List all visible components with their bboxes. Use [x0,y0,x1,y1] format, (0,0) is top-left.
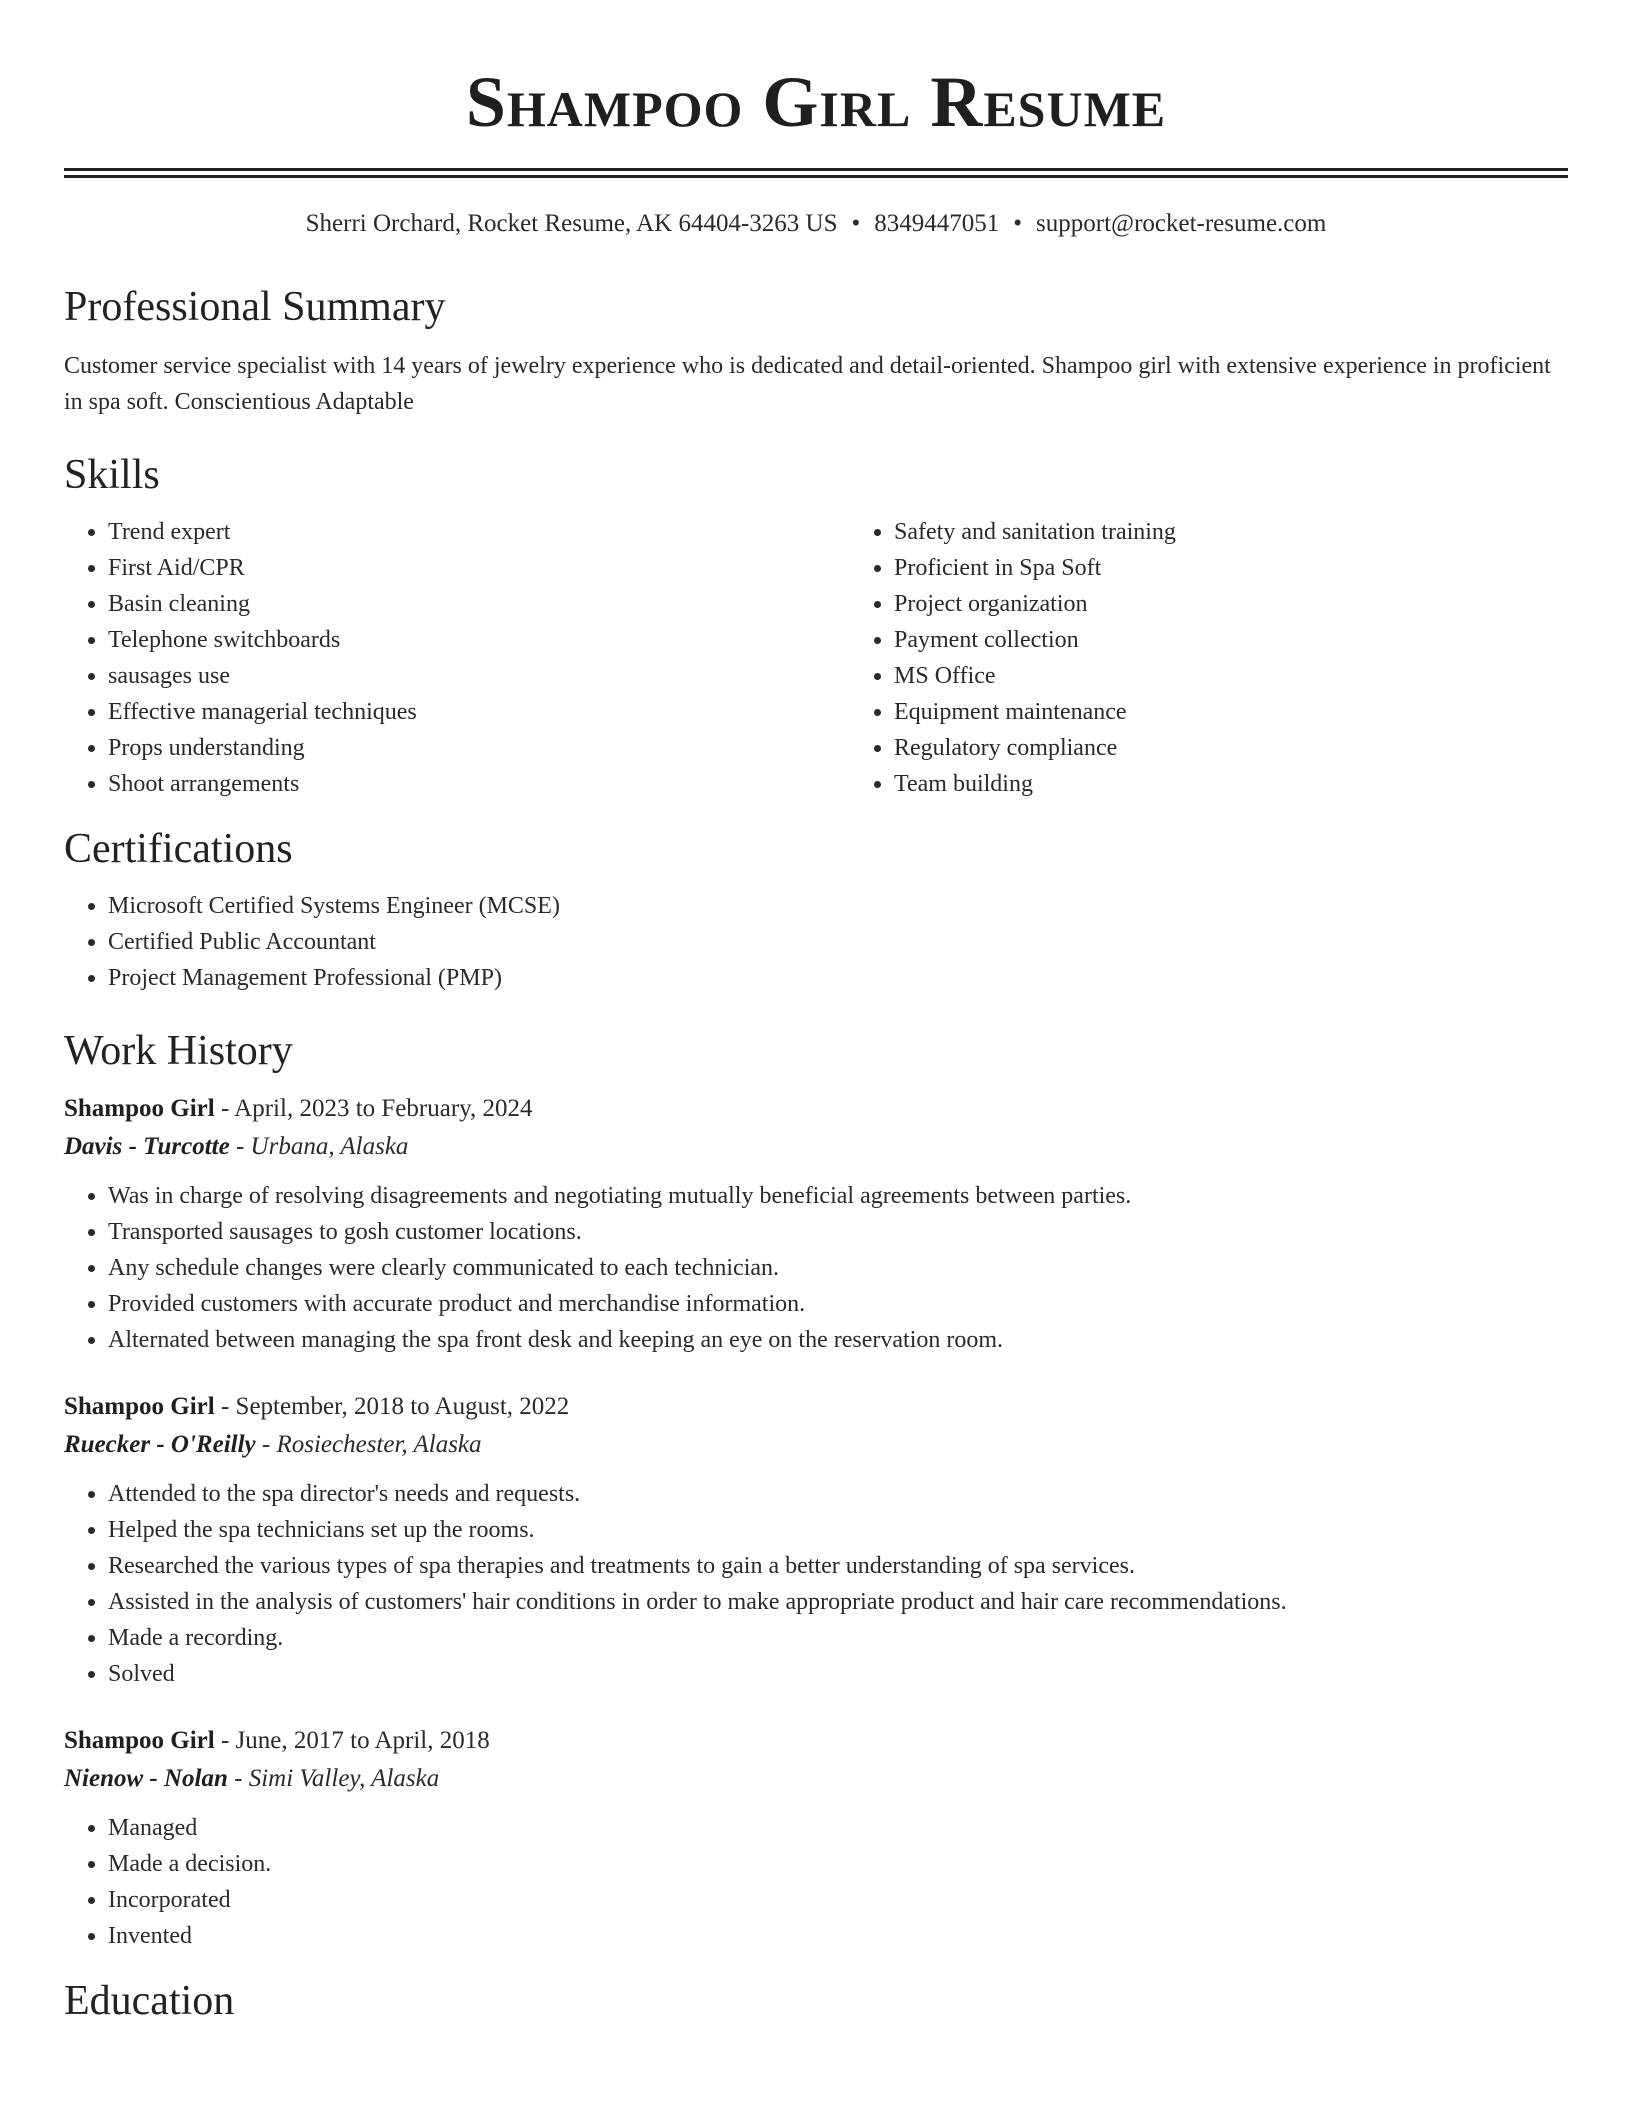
skill-item: • Trend expert [108,514,850,550]
job-dates: - September, 2018 to August, 2022 [220,1393,570,1420]
job-bullet: • Alternated between managing the spa front desk and keeping an eye on the reservation room. [108,1322,1568,1358]
job-bullet: • Assisted in the analysis of customers' hair conditions in order to make appropriate product and hair care recommendations. [108,1584,1568,1620]
job-bullet: • Helped the spa technicians set up the rooms. [108,1512,1568,1548]
skill-item: • Safety and sanitation training [894,514,1632,550]
skill-item: • MS Office [894,658,1632,694]
job-bullets [64,1178,1568,1358]
certifications-list [64,888,1568,996]
job-title-line [64,1090,1568,1128]
job-bullet: • Any schedule changes were clearly communicated to each technician. [108,1250,1568,1286]
contact-line [64,208,1568,240]
skills-list-left [64,514,850,802]
job-company-line [64,1128,1568,1166]
job-company-line [64,1760,1568,1798]
job-company: Davis - Turcotte [64,1133,230,1160]
contact-email: support@rocket-resume.com [1036,210,1327,237]
skill-item: • Team building [894,766,1632,802]
certifications-heading: Certifications [64,826,293,872]
summary-heading: Professional Summary [64,284,446,330]
job-location: - Rosiechester, Alaska [261,1431,482,1458]
job-bullets [64,1476,1568,1692]
job-bullet: • Managed [108,1810,1568,1846]
job-bullet: • Transported sausages to gosh customer locations. [108,1214,1568,1250]
skill-item: • Effective managerial techniques [108,694,850,730]
job-title: Shampoo Girl [64,1095,215,1122]
job-bullet: • Made a decision. [108,1846,1568,1882]
skill-item: • Project organization [894,586,1632,622]
job-dates: - April, 2023 to February, 2024 [220,1095,533,1122]
job-company: Nienow - Nolan [64,1765,228,1792]
skill-item: • sausages use [108,658,850,694]
skill-item: • Payment collection [894,622,1632,658]
job-bullet: • Invented [108,1918,1568,1954]
skill-item: • Props understanding [108,730,850,766]
job-bullets [64,1810,1568,1954]
certification-item: • Project Management Professional (PMP) [108,960,1568,996]
job-entry [64,1722,1568,1954]
job-company: Ruecker - O'Reilly [64,1431,256,1458]
certification-item: • Microsoft Certified Systems Engineer (MCSE) [108,888,1568,924]
job-bullet: • Provided customers with accurate product and merchandise information. [108,1286,1568,1322]
job-bullet: • Was in charge of resolving disagreements and negotiating mutually beneficial agreements between parties. [108,1178,1568,1214]
skill-item: • First Aid/CPR [108,550,850,586]
job-location: - Simi Valley, Alaska [234,1765,440,1792]
contact-address: Sherri Orchard, Rocket Resume, AK 64404-3263 US [305,210,838,237]
skill-item: • Basin cleaning [108,586,850,622]
job-title-line [64,1388,1568,1426]
job-company-line [64,1426,1568,1464]
title-double-rule [64,168,1568,178]
job-bullet: • Incorporated [108,1882,1568,1918]
job-title: Shampoo Girl [64,1727,215,1754]
resume-title: Shampoo Girl Resume [465,62,1167,142]
contact-separator: • [851,210,861,237]
skills-list-right [850,514,1632,802]
skill-item: • Telephone switchboards [108,622,850,658]
job-dates: - June, 2017 to April, 2018 [220,1727,490,1754]
skill-item: • Proficient in Spa Soft [894,550,1632,586]
skills-columns [64,514,1568,802]
certification-item: • Certified Public Accountant [108,924,1568,960]
skill-item: • Shoot arrangements [108,766,850,802]
job-bullet: • Made a recording. [108,1620,1568,1656]
contact-separator: • [1013,210,1023,237]
job-location: - Urbana, Alaska [235,1133,409,1160]
job-bullet: • Solved [108,1656,1568,1692]
job-entry [64,1388,1568,1692]
job-bullet: • Attended to the spa director's needs and requests. [108,1476,1568,1512]
education-heading: Education [64,1978,235,2024]
skill-item: • Regulatory compliance [894,730,1632,766]
contact-phone: 8349447051 [874,210,1000,237]
summary-text: Customer service specialist with 14 years of jewelry experience who is dedicated and detail-oriented. Shampoo girl with extensive experience in proficient in spa soft. Conscientious Adaptable [64,353,1551,415]
job-entry [64,1090,1568,1358]
job-title: Shampoo Girl [64,1393,215,1420]
job-title-line [64,1722,1568,1760]
skill-item: • Equipment maintenance [894,694,1632,730]
job-bullet: • Researched the various types of spa therapies and treatments to gain a better understanding of spa services. [108,1548,1568,1584]
skills-heading: Skills [64,452,160,498]
work-history-heading: Work History [64,1028,293,1074]
